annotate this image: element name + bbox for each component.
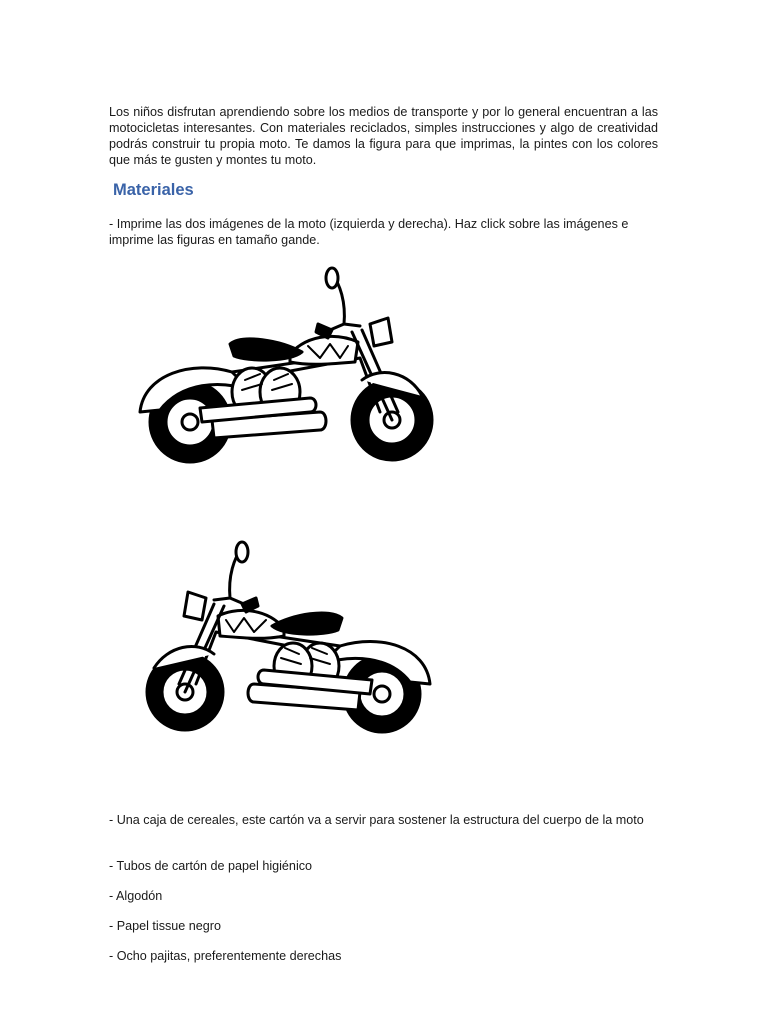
print-instruction: - Imprime las dos imágenes de la moto (izquierda y derecha). Haz click sobre las imágenes e imprime las figuras en tamaño gande. [109, 217, 629, 247]
material-item-tissue: - Papel tissue negro [109, 919, 222, 933]
material-item-cereal-box: - Una caja de cereales, este cartón va a servir para sostener la estructura del cuerpo de la moto [109, 813, 644, 827]
material-item-tubes: - Tubos de cartón de papel higiénico [109, 859, 313, 873]
rear-hub [374, 686, 390, 702]
seat [272, 613, 342, 634]
headlight [370, 318, 392, 346]
headlight [184, 592, 206, 620]
grip [242, 598, 258, 612]
intro-paragraph: Los niños disfrutan aprendiendo sobre los medios de transporte y por lo general encuentran a las motocicletas interesantes. Con materiales reciclados, simples instrucciones y algo de creatividad podrás construir tu propia moto. Te damos la figura para que imprimas, la pintes con los colores que más te gusten y montes tu moto. [109, 105, 658, 167]
material-item-cotton: - Algodón [109, 889, 163, 903]
rear-hub [182, 414, 198, 430]
mirror [236, 542, 248, 562]
motorcycle-left-image[interactable] [140, 538, 440, 743]
seat [230, 339, 302, 360]
motorcycle-right-image[interactable] [130, 262, 440, 472]
material-item-straws: - Ocho pajitas, preferentemente derechas [109, 949, 342, 963]
mirror [326, 268, 338, 288]
grip [316, 324, 332, 338]
materials-heading: Materiales [113, 181, 194, 199]
